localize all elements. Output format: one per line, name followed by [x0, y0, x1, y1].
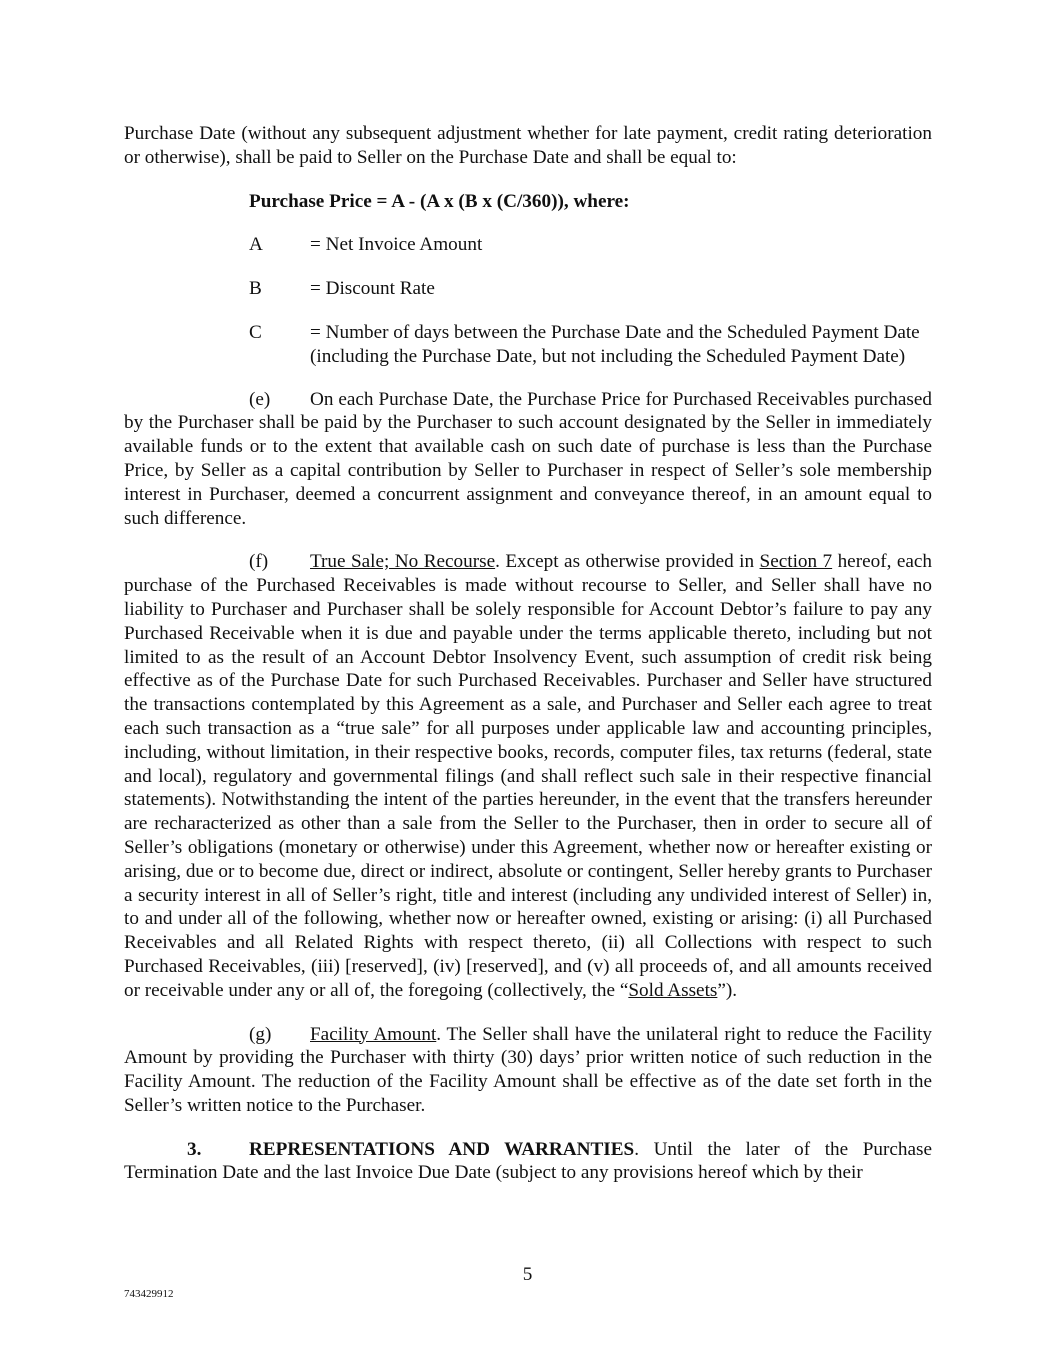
variable-a [249, 233, 932, 257]
variable-definition: = Number of days between the Purchase Date and the Scheduled Payment Date (including the Purchase Date, but not including the Scheduled Payment Date) [310, 321, 920, 367]
intro-paragraph: Purchase Date (without any subsequent adjustment whether for late payment, credit rating deterioration or otherwise), shall be paid to Seller on the Purchase Date and shall be equal to: [124, 123, 932, 168]
paragraph-f [124, 550, 932, 1002]
section-number: 3. [187, 1138, 202, 1160]
section-text: . Until the later of the Purchase Termination Date and the last Invoice Due Date (subject to any provisions hereof which by their [124, 1138, 932, 1184]
paragraph-label: (e) [249, 388, 271, 410]
variable-letter: A [249, 234, 263, 256]
document-id: 743429912 [124, 1288, 174, 1300]
document-page [124, 122, 932, 1185]
purchase-price-formula: Purchase Price = A - (A x (B x (C/360)), where: [249, 190, 630, 212]
section-3 [124, 1138, 932, 1186]
paragraph-text: . The Seller shall have the unilateral right to reduce the Facility Amount by providing the Purchaser with thirty (30) days’ prior written notice of such reduction in the Facility Amount. The reduction of the Facility Amount shall be effective as of the date set forth in the Seller’s written notice to the Purchaser. [124, 1023, 932, 1116]
variable-c [249, 321, 932, 369]
section-heading: REPRESENTATIONS AND WARRANTIES [249, 1138, 635, 1160]
paragraph-text: On each Purchase Date, the Purchase Price for Purchased Receivables purchased by the Purchaser shall be paid by the Purchaser to such account designated by the Seller in immediately available funds or to the extent that available cash on such date of purchase is less than the Purchase Price, by Seller as a capital contribution by Seller to Purchaser in respect of Seller’s sole membership interest in Purchaser, deemed a concurrent assignment and conveyance thereof, in an amount equal to such difference. [124, 388, 932, 529]
variable-letter: B [249, 278, 262, 300]
variable-definition: = Net Invoice Amount [310, 234, 483, 256]
paragraph-text: hereof, each purchase of the Purchased Receivables is made without recourse to Seller, and Seller shall have no liability to Purchaser and Purchaser shall be solely responsible for Account Debtor’s failure to pay any Purchased Receivable when it is due and payable under the terms applicable thereto, including but not limited to as the result of an Account Debtor Insolvency Event, such assumption of credit risk being effective as of the Purchase Date for such Purchased Receivables. Purchaser and Seller have structured the transactions contemplated by this Agreement as a sale, and Purchaser and Seller each agree to treat each such transaction as a “true sale” for all purposes under applicable law and accounting principles, including, without limitation, in their respective books, records, computer files, tax returns (federal, state and local), regulatory and governmental filings (and shall reflect such sale in their respective financial statements). Notwithstanding the intent of the parties hereunder, in the event that the transfers hereunder are recharacterized as other than a sale from the Seller to the Purchaser, then in order to secure all of Seller’s obligations (monetary or otherwise) under this Agreement, whether now or hereafter existing or arising, due or to become due, direct or indirect, absolute or contingent, Seller hereby grants to Purchaser a security interest in all of Seller’s right, title and interest (including any undivided interest of Seller) in, to and under all of the following, whether now or hereafter owned, existing or arising: (i) all Purchased Receivables and all Related Rights with respect thereto, (ii) all Collections with respect to such Purchased Receivables, (iii) [reserved], (iv) [reserved], and (v) all proceeds of, and all amounts received or receivable under any or all of, the foregoing (collectively, the “ [124, 551, 932, 1001]
paragraph-label: (f) [249, 551, 269, 573]
paragraph-heading: True Sale; No Recourse [310, 551, 496, 573]
variable-b [249, 277, 932, 301]
paragraph-e [124, 388, 932, 531]
variable-letter: C [249, 321, 262, 343]
paragraph-g [124, 1023, 932, 1118]
defined-term: Sold Assets [628, 979, 718, 1001]
page-number: 5 [522, 1264, 533, 1285]
variable-definition: = Discount Rate [310, 278, 435, 300]
paragraph-heading: Facility Amount [310, 1023, 437, 1045]
paragraph-text: . Except as otherwise provided in [495, 551, 760, 573]
paragraph-text: ”). [717, 979, 738, 1001]
paragraph-label: (g) [249, 1023, 272, 1045]
section-reference-link: Section 7 [759, 551, 833, 573]
